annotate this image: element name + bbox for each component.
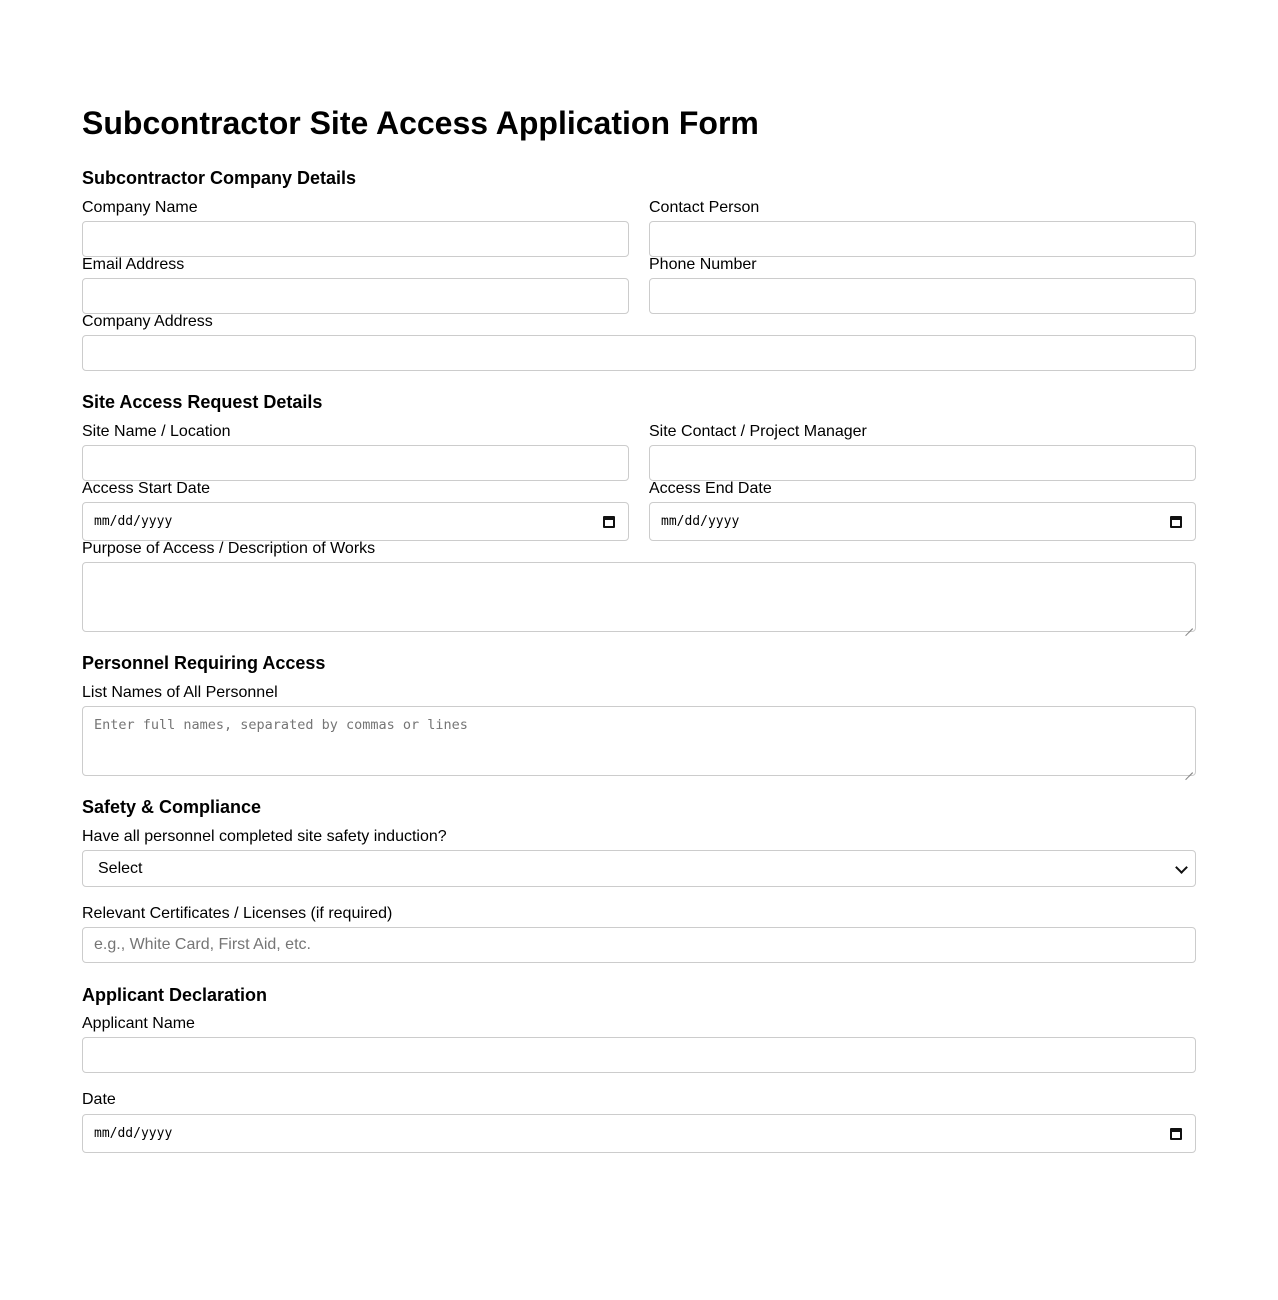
contact-person-input[interactable]: [649, 221, 1196, 257]
contact-person-label: Contact Person: [649, 199, 760, 216]
company-address-label: Company Address: [82, 313, 213, 330]
section-heading-company: Subcontractor Company Details: [82, 168, 357, 188]
chevron-down-icon: [1175, 861, 1188, 874]
site-name-label: Site Name / Location: [82, 423, 231, 440]
site-name-input[interactable]: [82, 445, 629, 481]
purpose-label: Purpose of Access / Description of Works: [82, 540, 376, 557]
resize-grip-icon[interactable]: [1185, 765, 1193, 773]
date-placeholder: mm/dd/yyyy: [661, 514, 740, 529]
company-address-input[interactable]: [82, 335, 1196, 371]
page-title: Subcontractor Site Access Application Form: [82, 105, 759, 141]
declaration-date-label: Date: [82, 1091, 116, 1108]
resize-grip-icon[interactable]: [1185, 621, 1193, 629]
site-contact-input[interactable]: [649, 445, 1196, 481]
access-start-date-input[interactable]: [82, 502, 629, 541]
phone-label: Phone Number: [649, 256, 757, 273]
certificates-label: Relevant Certificates / Licenses (if required): [82, 905, 393, 922]
section-heading-personnel: Personnel Requiring Access: [82, 653, 326, 673]
company-name-label: Company Name: [82, 199, 198, 216]
email-input[interactable]: [82, 278, 629, 314]
section-heading-declaration: Applicant Declaration: [82, 985, 268, 1005]
purpose-textarea[interactable]: [82, 562, 1196, 632]
applicant-name-label: Applicant Name: [82, 1015, 195, 1032]
induction-selected-value: Select: [98, 859, 143, 877]
personnel-names-placeholder: Enter full names, separated by commas or lines: [94, 717, 468, 733]
access-end-date-input[interactable]: [649, 502, 1196, 541]
access-end-date-label: Access End Date: [649, 480, 772, 497]
date-placeholder: mm/dd/yyyy: [94, 514, 173, 529]
section-heading-safety: Safety & Compliance: [82, 797, 262, 817]
calendar-icon[interactable]: [603, 516, 615, 528]
applicant-name-input[interactable]: [82, 1037, 1196, 1073]
phone-input[interactable]: [649, 278, 1196, 314]
certificates-input[interactable]: [82, 927, 1196, 963]
section-heading-site: Site Access Request Details: [82, 392, 323, 412]
certificates-placeholder: e.g., White Card, First Aid, etc.: [94, 936, 311, 953]
company-name-input[interactable]: [82, 221, 629, 257]
personnel-names-textarea[interactable]: [82, 706, 1196, 776]
induction-select[interactable]: [82, 850, 1196, 887]
site-contact-label: Site Contact / Project Manager: [649, 423, 867, 440]
declaration-date-input[interactable]: [82, 1114, 1196, 1153]
calendar-icon[interactable]: [1170, 1128, 1182, 1140]
calendar-icon[interactable]: [1170, 516, 1182, 528]
access-start-date-label: Access Start Date: [82, 480, 211, 497]
induction-label: Have all personnel completed site safety induction?: [82, 828, 447, 845]
email-label: Email Address: [82, 256, 185, 273]
date-placeholder: mm/dd/yyyy: [94, 1126, 173, 1141]
personnel-names-label: List Names of All Personnel: [82, 684, 278, 701]
